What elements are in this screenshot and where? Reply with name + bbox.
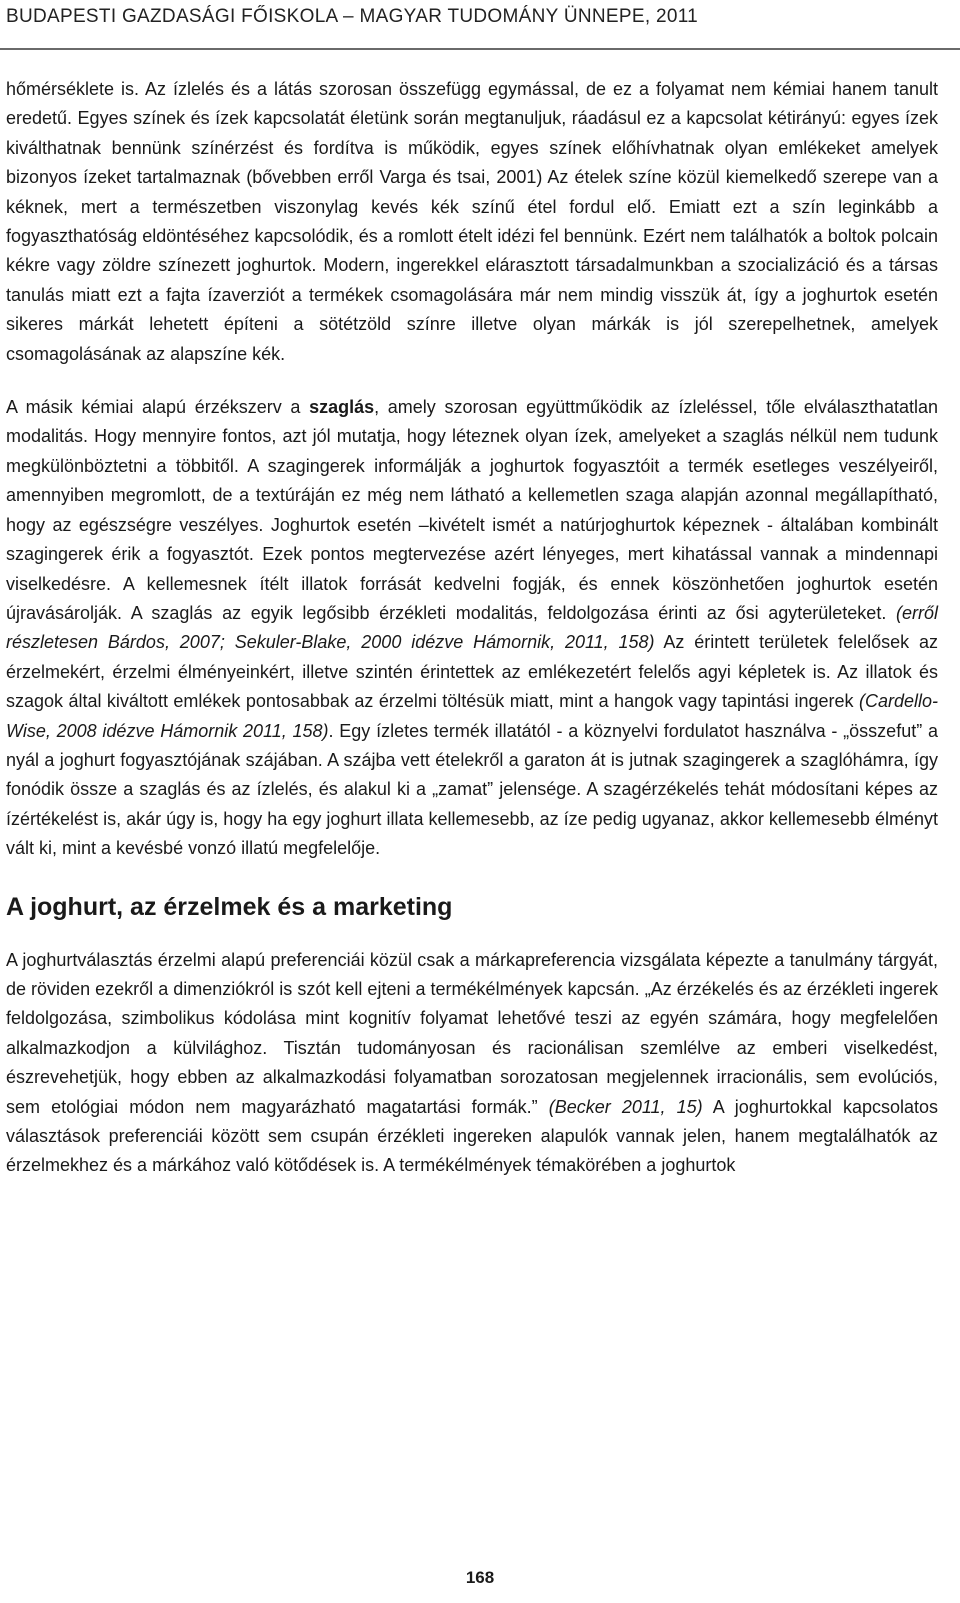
citation-cardello: (Cardello-Wise, 2008 idézve Hámornik 2011, 158) <box>6 691 938 741</box>
citation-bardos: (erről részletesen Bárdos, 2007; Sekuler-Blake, 2000 idézve Hámornik, 2011, 158) <box>6 602 938 653</box>
paragraph-1 <box>6 75 938 369</box>
bold-term-szaglas: szaglás <box>309 397 375 418</box>
paragraph-2 <box>6 393 938 864</box>
paragraph-3 <box>6 946 938 1181</box>
paragraph-3-text-a: A joghurtválasztás érzelmi alapú preferenciái közül csak a márkapreferencia vizsgálata képezte a tanulmány tárgyát, de röviden ezekről a dimenziókról is szót kell ejteni a termékélmények kapcsán. „Az érzékelés és az érzékleti ingerek feldolgozása, szimbolikus kódolása mint kognitív folyamat lehetővé teszi az egyén számára, hogy megfelelően alkalmazkodjon a külvilághoz. Tisztán tudományosan és racionálisan szemlélve az emberi viselkedést, észrevehetjük, hogy ebben az alkalmazkodási folyamatban sorozatosan megjelennek irracionális, sem evolúciós, sem etológiai módon nem magyarázható magatartási formák.” <box>6 949 938 1117</box>
paragraph-2-intro: A másik kémiai alapú érzékszerv a <box>6 397 310 418</box>
paragraph-1-text: hőmérséklete is. Az ízlelés és a látás szorosan összefügg egymással, de ez a folyamat nem kémiai hanem tanult eredetű. Egyes színek és ízek kapcsolatát életünk során megtanuljuk, ráadásul ez a kapcsolat kétirányú: egyes ízek kiválthatnak bennünk színérzést és fordítva is működik, egyes színek előhívhatnak olyan emlékeket amelyek bizonyos ízeket tartalmaznak (bővebben erről Varga és tsai, 2001) Az ételek színe közül kiemelkedő szerepe van a kéknek, mert a természetben viszonylag kevés kék színű étel fordul elő. Emiatt ezt a szín leginkább a fogyaszthatóság eldöntéséhez kapcsolódik, és a romlott ételt idézi fel bennünk. Ezért nem találhatók a boltok polcain kékre vagy zöldre színezett joghurtok. Modern, ingerekkel elárasztott társadalmunkban a szocializáció és a társas tanulás miatt ezt a fajta ízaverziót a termékek csomagolására már nem mindig visszük át, így a joghurtok esetén sikeres márkát lehetett építeni a sötétzöld színre illetve olyan márkák is jól szerepelhetnek, amelyek csomagolásának az alapszíne kék. <box>6 79 938 364</box>
paragraph-2-text-a: , amely szorosan együttműködik az ízleléssel, tőle elválaszthatatlan modalitás. Hogy mennyire fontos, azt jól mutatja, hogy léteznek olyan ízek, amelyeket a szaglás nélkül nem tudunk megkülönböztetni a többitől. A szagingerek informálják a joghurtok fogyasztóit a termék esetleges veszélyeiről, amennyiben megromlott, de a textúráján ez még nem látható a kellemetlen szaga alapján azonnal megállapítható, hogy az egészségre veszélyes. Joghurtok esetén –kivételt ismét a natúrjoghurtok képeznek - általában kombinált szagingerek érik a fogyasztót. Ezek pontos megtervezése azért lényeges, mert kihatással vannak a mindennapi viselkedésre. A kellemesnek ítélt illatok forrását kedvelni fogják, és ennek köszönhetően joghurtok esetén újravásárolják. A szaglás az egyik legősibb érzékleti modalitás, feldolgozása érinti az ősi agyterületeket. <box>6 397 938 623</box>
paragraph-2-text-c: . Egy ízletes termék illatától - a köznyelvi fordulatot használva - „összefut” a nyál a joghurt fogyasztójának szájában. A szájba vett ételekről a garaton át is jutnak szagingerek a szaglóhámra, így fonódik össze a szaglás és az ízlelés, és alakul ki a „zamat” jelensége. A szagérzékelés tehát módosítani képes az ízértékelést is, akár úgy is, hogy ha egy joghurt illata kellemesebb, az íze pedig ugyanaz, akkor kellemesebb élményt vált ki, mint a kevésbé vonzó illatú megfelelője. <box>6 720 938 859</box>
page-number: 168 <box>465 1568 495 1587</box>
paragraph-3-text-b: A joghurtokkal kapcsolatos választások preferenciái között sem csupán érzékleti ingereken alapulók vannak jelen, hanem megtalálhatók az érzelmekhez és a márkához való kötődések is. A termékélmények témakörében a joghurtok <box>6 1096 938 1176</box>
running-header: BUDAPESTI GAZDASÁGI FŐISKOLA – MAGYAR TUDOMÁNY ÜNNEPE, 2011 <box>6 6 699 27</box>
paragraph-2-text-b: Az érintett területek felelősek az érzelmekért, érzelmi élményeinkért, illetve szintén érintettek az emlékezetért felelős agyi képletek is. Az illatok és szagok által kiváltott emlékek pontosabbak az érzelmi töltésük miatt, mint a hangok vagy tapintási ingerek <box>6 632 938 712</box>
header-rule <box>0 48 960 50</box>
body-text <box>6 75 938 1181</box>
section-heading: A joghurt, az érzelmek és a marketing <box>6 892 453 921</box>
citation-becker: (Becker 2011, 15) <box>548 1096 703 1117</box>
